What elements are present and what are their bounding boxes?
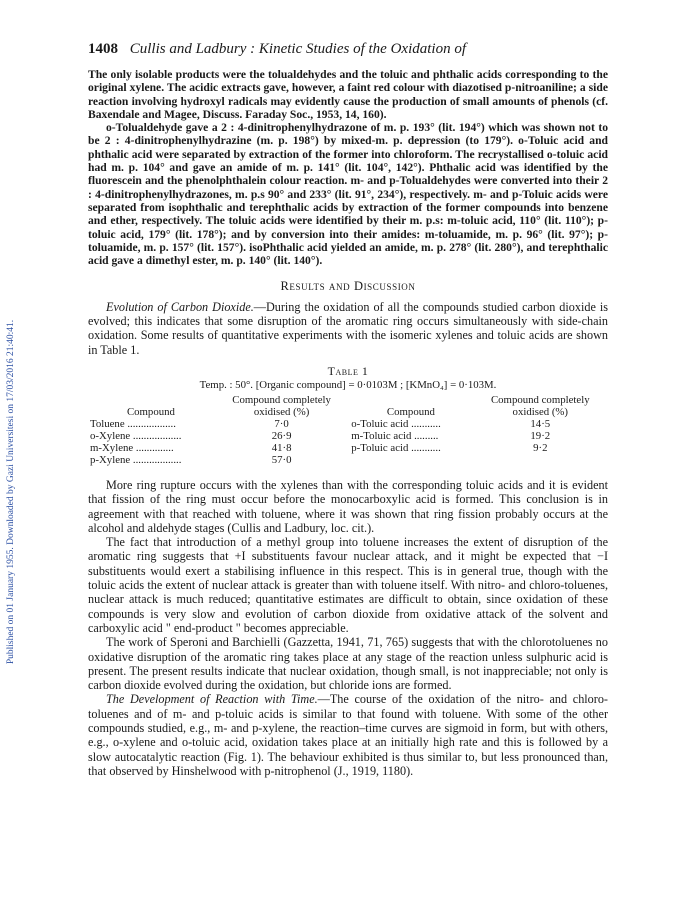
oxidised-value: 19·2 xyxy=(530,429,551,442)
development-text: —The course of the oxidation of the nitro- and chloro-toluenes and of m- and p-toluic acids is similar to that found with toluene. With some of the other compounds studied, e.g., m- and p-xylene, the reaction–time curves are sigmoid in form, but with others, e.g., o-xylene and o-toluic acid, oxidation takes place at an initially high rate and this is followed by a slow autocatalytic reaction (Fig. 1). The behaviour exhibited is thus similar to, but less pronounced than, that observed by Hinshelwood with p-nitrophenol (J., 1919, 1180). xyxy=(88,692,608,778)
development-heading: The Development of Reaction with Time. xyxy=(106,692,318,707)
running-title: Cullis and Ladbury : Kinetic Studies of the Oxidation of xyxy=(129,41,466,57)
table-header-row-1 xyxy=(88,394,608,406)
oxidised-value: 7·0 xyxy=(274,417,289,430)
identification-paragraph: o-Tolualdehyde gave a 2 : 4-dinitrophenylhydrazone of m. p. 193° (lit. 194°) which was shown not to be 2 : 4-dinitrophenylhydrazine (m. p. 198°) by mixed-m. p. depression (to 179°). o-Toluic acid and phthalic acid were separated by extraction of the former into chloroform. The recrystallised o-toluic acid had m. p. 104° and gave an amide of m. p. 141° (lit. 104°, 142°). Phthalic acid was identified by the fluorescein and the phenolphthalein colour reaction. m- and p-Tolualdehydes were converted into their 2 : 4-dinitrophenylhydrazones, m. p.s 90° and 233° (lit. 91°, 234°), respectively. m- and p-Toluic acids were separated from isophthalic and terephthalic acids by extraction of the former compounds into benzene and ether, respectively. The toluic acids were identified by their m. p.s: m-toluic acid, 110° (lit. 110°); p-toluic acid, 179° (lit. 178°); and by conversion into their amides: m-toluamide, m. p. 96° (lit. 97°); p-toluamide, m. p. 157° (lit. 157°). isoPhthalic acid yielded an amide, m. p. 278° (lit. 280°), and terephthalic acid gave a dimethyl ester, m. p. 140° (lit. 140°). xyxy=(88,121,608,268)
compound-name: m-Xylene .............. xyxy=(90,441,174,454)
experimental-section xyxy=(88,68,608,267)
compound-name: m-Toluic acid ......... xyxy=(351,429,439,442)
results-table xyxy=(88,394,608,466)
discussion-section xyxy=(88,478,608,778)
table-header-row-2 xyxy=(88,406,608,418)
table-conditions: Temp. : 50°. [Organic compound] = 0·0103M ; [KMnO₄] = 0·103M. xyxy=(199,378,497,391)
compound-name: Toluene .................. xyxy=(90,417,176,430)
evolution-section xyxy=(88,300,608,357)
compound-name: p-Xylene .................. xyxy=(90,453,182,466)
oxidised-value: 26·9 xyxy=(271,429,292,442)
compound-name: o-Toluic acid ........... xyxy=(351,417,441,430)
discussion-paragraph: More ring rupture occurs with the xylenes than with the corresponding toluic acids and it is evident that fission of the ring must occur before the monocarboxylic acid is formed. This conclusion is in agreement with that reached with toluene, where it was shown that ring fission probably occurs at the alcohol and aldehyde stages (Cullis and Ladbury, loc. cit.). xyxy=(88,477,608,535)
table-1 xyxy=(88,365,608,466)
watermark-text: Published on 01 January 1955. Downloaded by Gazi Universitesi on 17/03/2016 21:40:41. xyxy=(6,319,16,665)
development-paragraph xyxy=(88,692,608,778)
compound-name: p-Toluic acid ........... xyxy=(351,441,441,454)
discussion-paragraph: The fact that introduction of a methyl group into toluene increases the extent of disruption of the aromatic ring suggests that +I substituents favour nuclear attack, and it might be expected that −I substituents would exert a stabilising influence in this respect. This is in general true, though with the toluic acids the extent of nuclear attack is greater than with toluene itself. With nitro- and chloro-toluenes, nuclear attack is much reduced; quantitative estimates are difficult to obtain, since oxidation of these compounds is very slow and evolution of carbon dioxide from oxidative attack of the solvent and carboxylic acid " end-product " becomes appreciable. xyxy=(88,535,608,635)
col-header-oxidised-right-2: oxidised (%) xyxy=(512,405,569,418)
oxidised-value: 57·0 xyxy=(271,453,292,466)
intro-paragraph: The only isolable products were the tolualdehydes and the toluic and phthalic acids corresponding to the original xylene. The acidic extracts gave, however, a faint red colour with diazotised p-nitroaniline; a side reaction involving hydroxyl radicals may evidently cause the production of small amounts of phenols (cf. Baxendale and Magee, Discuss. Faraday Soc., 1953, 14, 160). xyxy=(88,68,608,121)
table-row xyxy=(88,418,608,430)
col-header-oxidised-left-1: Compound completely xyxy=(232,393,331,406)
col-header-compound-right: Compound xyxy=(386,405,435,418)
table-row xyxy=(88,442,608,454)
section-heading: Results and Discussion xyxy=(280,279,416,294)
compound-name: o-Xylene .................. xyxy=(90,429,182,442)
table-row xyxy=(88,454,608,466)
evolution-paragraph xyxy=(88,300,608,357)
download-watermark xyxy=(0,0,22,912)
table-row xyxy=(88,430,608,442)
discussion-paragraph: The work of Speroni and Barchielli (Gazzetta, 1941, 71, 765) suggests that with the chlorotoluenes no oxidative disruption of the aromatic ring takes place at any stage of the reaction unless sulphuric acid is present. The present results indicate that nuclear oxidation, though small, is not inappreciable; not only is carbon dioxide evolved during the oxidation, but chloride ions are formed. xyxy=(88,635,608,693)
evolution-heading: Evolution of Carbon Dioxide. xyxy=(106,299,254,314)
evolution-text: —During the oxidation of all the compounds studied carbon dioxide is evolved; this indicates that some disruption of the aromatic ring occurs simultaneously with side-chain oxidation. Some results of quantitative experiments with the isomeric xylenes and toluic acids are shown in Table 1. xyxy=(88,299,608,357)
col-header-oxidised-left-2: oxidised (%) xyxy=(253,405,310,418)
paper-page xyxy=(88,40,608,778)
oxidised-value: 9·2 xyxy=(533,441,548,454)
page-number: 1408 xyxy=(88,41,118,57)
oxidised-value: 41·8 xyxy=(271,441,292,454)
page-header xyxy=(88,40,608,58)
col-header-oxidised-right-1: Compound completely xyxy=(490,393,590,406)
col-header-compound-left: Compound xyxy=(126,405,175,418)
oxidised-value: 14·5 xyxy=(530,417,551,430)
table-title: Table 1 xyxy=(327,363,369,378)
